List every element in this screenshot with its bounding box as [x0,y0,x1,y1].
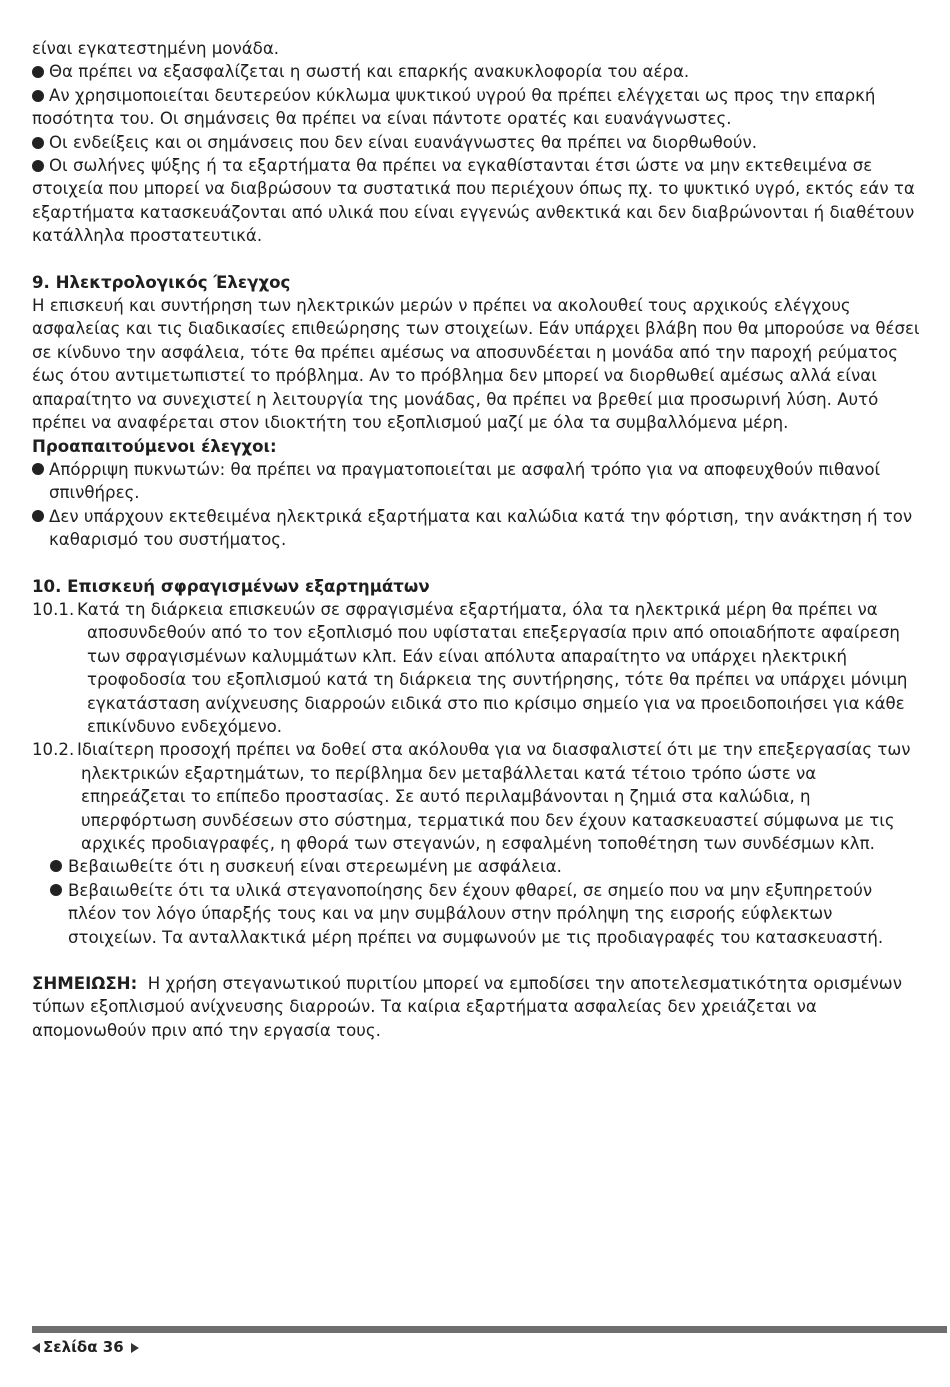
note-label: ΣΗΜΕΙΩΣΗ: [32,974,138,994]
bullet-icon [32,66,44,78]
note-text: Η χρήση στεγανωτικού πυριτίου μπορεί να εμποδίσει την αποτελεσματικότητα ορισμένων τύπων εξοπλισμού ανίχνευσης διαρροών. Τα καίρια εξαρτήματα ασφαλείας δεν χρειάζεται να απομονωθούν πριν από την εργασία τους. [32,974,902,1040]
bullet-icon [50,855,68,878]
intro-bullet: Αν χρησιμοποιείται δευτερεύον κύκλωμα ψυκτικού υγρού θα πρέπει ελέγχεται ως προς την επαρκή ποσότητα του. Οι σημάνσεις θα πρέπει να είναι πάντοτε ορατές και ευανάγνωστες. [32,85,876,129]
intro-bullet: Οι ενδείξεις και οι σημάνσεις που δεν είναι ευανάγνωστες θα πρέπει να διορθωθούν. [32,131,922,154]
bullet-icon [50,879,68,949]
prerequisite-bullet: Απόρριψη πυκνωτών: θα πρέπει να πραγματοποιείται με ασφαλή τρόπο για να αποφευχθούν πιθανοί σπινθήρες. [32,458,922,505]
intro-line: είναι εγκατεστημένη μονάδα. [32,39,280,58]
next-page-icon [131,1343,139,1353]
intro-bullet: Οι σωλήνες ψύξης ή τα εξαρτήματα θα πρέπει να εγκαθίστανται έτσι ώστε να μην εκτεθειμένα σε στοιχεία που μπορεί να διαβρώσουν τα συστατικά που περιέχουν όπως πχ. το ψυκτικό υγρό, εκτός εάν τα εξαρτήματα κατασκευάζονται από υλικά που είναι εγγενώς ανθεκτικά και δεν διαβρώνονται ή διαθέτουν κατάλληλα προστατευτικά. [32,156,915,246]
previous-page-icon [32,1343,40,1353]
section-10-title: 10. Επισκευή σφραγισμένων εξαρτημάτων [32,576,430,596]
note-paragraph [32,972,922,1042]
item-number: 10.1. [32,599,75,619]
check-bullet: Βεβαιωθείτε ότι τα υλικά στεγανοποίησης δεν έχουν φθαρεί, σε σημείο που να μην εξυπηρετούν πλέον τον λόγο ύπαρξής τους και να μην συμβάλουν στην πρόληψη της εισροής εύφλεκτων στοιχείων. Τα ανταλλακτικά μέρη πρέπει να συμφωνούν με τις προδιαγραφές του κατασκευαστή. [32,879,922,949]
bullet-icon [32,160,44,172]
bullet-icon [32,458,49,505]
intro-bullet: Θα πρέπει να εξασφαλίζεται η σωστή και επαρκής ανακυκλοφορία του αέρα. [32,60,922,83]
section-9-title: 9. Ηλεκτρολογικός Έλεγχος [32,272,291,292]
item-number: 10.2. [32,740,75,760]
section-9-body: Η επισκευή και συντήρηση των ηλεκτρικών μερών ν πρέπει να ακολουθεί τους αρχικούς ελέγχους ασφαλείας και τις διαδικασίες επιθεώρησης των στοιχείων. Εάν υπάρχει βλάβη που θα μπορούσε να θέσει σε κίνδυνο την ασφάλεια, τότε θα πρέπει αμέσως να αποσυνδέεται η μονάδα από την παροχή ρεύματος έως ότου αντιμετωπιστεί το πρόβλημα. Αν το πρόβλημα δεν μπορεί να διορθωθεί αμέσως αλλά είναι απαραίτητο να συνεχιστεί η λειτουργία της μονάδας, θα πρέπει να βρεθεί μια προσωρινή λύση. Αυτό πρέπει να αναφέρεται στον ιδιοκτήτη του εξοπλισμού μαζί με όλα τα συμβαλλόμενα μέρη. [32,296,920,433]
footer-bar [32,1326,947,1333]
item-text: Ιδιαίτερη προσοχή πρέπει να δοθεί στα ακόλουθα για να διασφαλιστεί ότι με την επεξεργασίας των ηλεκτρικών εξαρτημάτων, το περίβλημα δεν μεταβάλλεται κατά τέτοιο τρόπο ώστε να επηρεάζεται το επίπεδο προστασίας. Σε αυτό περιλαμβάνονται η ζημιά στα καλώδια, η υπερφόρτωση συνδέσεων στο σύστημα, τερματικά που δεν έχουν κατασκευαστεί σύμφωνα με τις αρχικές προδιαγραφές, η φθορά των στεγανών, η εσφαλμένη τοποθέτηση των συνδέσμων κλπ. [77,740,911,853]
bullet-icon [32,137,44,149]
prerequisite-bullet: Δεν υπάρχουν εκτεθειμένα ηλεκτρικά εξαρτήματα και καλώδια κατά την φόρτιση, την ανάκτηση ή τον καθαρισμό του συστήματος. [32,505,922,552]
item-text: Κατά τη διάρκεια επισκευών σε σφραγισμένα εξαρτήματα, όλα τα ηλεκτρικά μέρη θα πρέπει να αποσυνδεθούν από το τον εξοπλισμό που υφίσταται επεξεργασία πριν από οποιαδήποτε αφαίρεση των σφραγισμένων καλυμμάτων κλπ. Εάν είναι απόλυτα απαραίτητο να υπάρχει ηλεκτρική τροφοδοσία του εξοπλισμού κατά τη διάρκεια της συντήρησης, τότε θα πρέπει να υπάρχει μόνιμη εγκατάσταση ανίχνευσης διαρροών ειδικά στο πιο κρίσιμο σημείο για να προειδοποιήσει για κάθε επικίνδυνο ενδεχόμενο. [77,599,908,736]
numbered-item [32,738,922,855]
bullet-icon [32,505,49,552]
document-page [32,37,922,1042]
page-number: Σελίδα 36 [43,1338,124,1356]
prerequisites-title: Προαπαιτούμενοι έλεγχοι: [32,436,277,456]
numbered-item [32,598,922,738]
check-bullet: Βεβαιωθείτε ότι η συσκευή είναι στερεωμένη με ασφάλεια. [32,855,922,878]
page-footer [32,1336,139,1359]
bullet-icon [32,90,44,102]
